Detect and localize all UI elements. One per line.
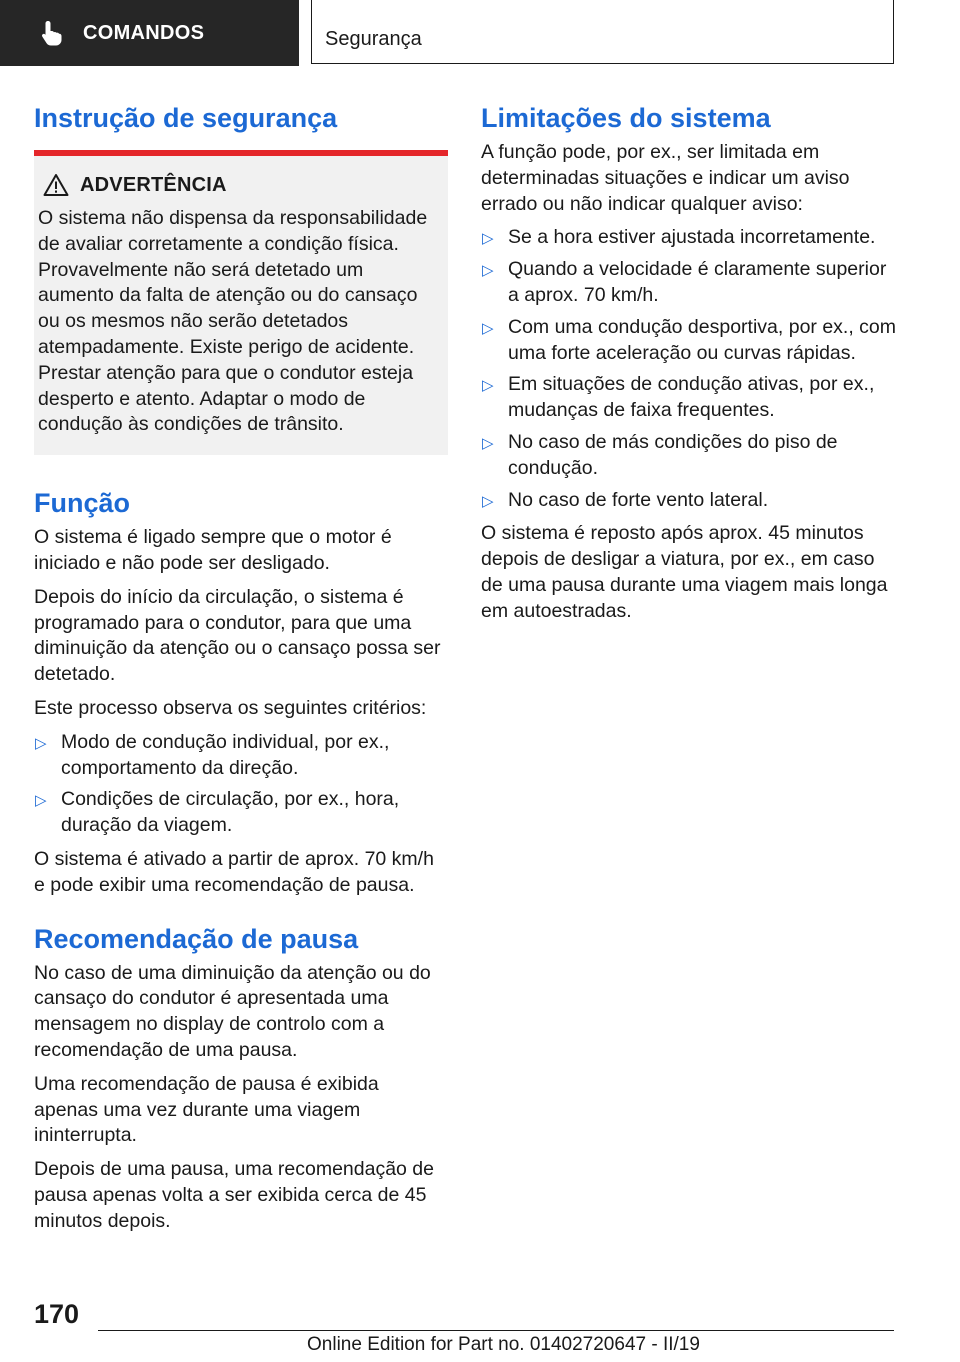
limits-outro: O sistema é reposto após aprox. 45 minutos depois de desligar a viatura, por ex., em caso de uma pausa durante uma viagem mais longa em autoestradas.: [481, 522, 888, 622]
edition-note: Online Edition for Part no. 01402720647 - II/19: [307, 1334, 700, 1355]
list-item: [34, 730, 448, 782]
function-paragraph-4: O sistema é ativado a partir de aprox. 70 km/h e pode exibir uma recomendação de pausa.: [34, 847, 434, 896]
list-item: [481, 225, 897, 251]
bullet-triangle-icon: ▷: [482, 230, 494, 248]
page-header: [0, 0, 960, 66]
right-column: [481, 100, 897, 625]
list-item: [34, 787, 448, 839]
bullet-triangle-icon: ▷: [482, 377, 494, 395]
hand-pointer-icon: [37, 18, 67, 48]
warning-header: [34, 170, 448, 200]
function-paragraph-1: O sistema é ligado sempre que o motor é iniciado e não pode ser desligado.: [34, 526, 392, 574]
function-paragraph-3: Este processo observa os seguintes critérios:: [34, 696, 427, 719]
safety-heading: Instrução de segurança: [34, 103, 338, 133]
limits-intro: A função pode, por ex., ser limitada em determinadas situações e indicar um aviso errado ou não indicar qualquer aviso:: [481, 141, 850, 215]
warning-title: ADVERTÊNCIA: [80, 173, 227, 196]
bullet-triangle-icon: ▷: [482, 434, 494, 452]
list-item-text: Condições de circulação, por ex., hora, duração da viagem.: [61, 788, 400, 837]
warning-triangle-icon: [43, 173, 69, 197]
list-item-text: Em situações de condução ativas, por ex., mudanças de faixa frequentes.: [508, 373, 875, 422]
list-item-text: Com uma condução desportiva, por ex., com uma forte aceleração ou curvas rápidas.: [508, 315, 897, 364]
left-column: [34, 100, 448, 1235]
bullet-triangle-icon: ▷: [482, 262, 494, 280]
limits-list: [481, 225, 897, 513]
warning-box: [34, 150, 448, 455]
list-item-text: No caso de forte vento lateral.: [508, 488, 769, 511]
chapter-tab: [0, 0, 299, 66]
function-section: [34, 485, 448, 898]
list-item: [481, 372, 897, 424]
list-item: [481, 488, 897, 514]
list-item: [481, 430, 897, 482]
section-label: Segurança: [325, 28, 422, 50]
bullet-triangle-icon: ▷: [35, 734, 47, 752]
list-item: [481, 315, 897, 367]
list-item-text: Quando a velocidade é claramente superior a aprox. 70 km/h.: [508, 258, 887, 306]
list-item-text: No caso de más condições do piso de condução.: [508, 430, 838, 479]
warning-text: O sistema não dispensa da responsabilidade de avaliar corretamente a condição física. Provavelmente não será detetado um aumento da falta de atenção ou do cansaço ou os mesmos não serão detetados atempadamente. Existe perigo de acidente. Prestar atenção para que o condutor esteja desperto e atento. Adaptar o modo de condução às condições de trânsito.: [38, 207, 428, 436]
pause-heading: Recomendação de pausa: [34, 923, 359, 954]
pause-section: [34, 921, 448, 1235]
list-item: [481, 257, 897, 309]
pause-paragraph-1: No caso de uma diminuição da atenção ou do cansaço do condutor é apresentada uma mensagem no display de controlo com a recomendação de uma pausa.: [34, 961, 431, 1061]
limits-heading: Limitações do sistema: [481, 103, 771, 133]
pause-paragraph-2: Uma recomendação de pausa é exibida apenas uma vez durante uma viagem ininterrupta.: [34, 1072, 379, 1147]
chapter-label: COMANDOS: [83, 21, 205, 44]
bullet-triangle-icon: ▷: [35, 792, 47, 810]
footer-divider: [98, 1330, 894, 1331]
bullet-triangle-icon: ▷: [482, 319, 494, 337]
criteria-list: [34, 730, 448, 839]
page-number: 170: [34, 1299, 80, 1329]
list-item-text: Se a hora estiver ajustada incorretamente.: [508, 226, 876, 249]
bullet-triangle-icon: ▷: [482, 492, 494, 510]
section-tab: [311, 0, 894, 64]
function-paragraph-2: Depois do início da circulação, o sistema é programado para o condutor, para que uma diminuição da atenção ou o cansaço possa ser detetado.: [34, 585, 441, 686]
function-heading: Função: [34, 488, 131, 519]
list-item-text: Modo de condução individual, por ex., comportamento da direção.: [61, 730, 390, 779]
pause-paragraph-3: Depois de uma pausa, uma recomendação de pausa apenas volta a ser exibida cerca de 45 minutos depois.: [34, 1158, 434, 1232]
